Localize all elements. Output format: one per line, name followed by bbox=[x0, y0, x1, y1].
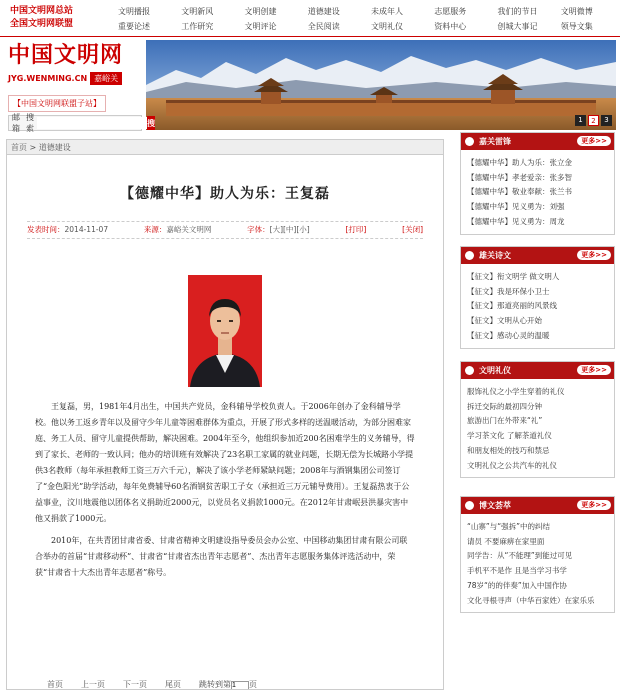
nav-link[interactable]: 未成年人 bbox=[371, 7, 403, 16]
list-item[interactable]: 【德耀中华】孝老爱亲：张多智 bbox=[467, 172, 572, 182]
page-input[interactable] bbox=[231, 681, 249, 690]
sidebar-box-blogs bbox=[460, 496, 615, 613]
list-item[interactable]: 78岁“的的伴奏”加入中国作协 bbox=[467, 580, 567, 590]
top-navigation bbox=[0, 0, 620, 36]
nav-link[interactable]: 工作研究 bbox=[181, 22, 214, 31]
brand-line1[interactable]: 中国文明网总站 bbox=[10, 6, 74, 16]
list-item[interactable]: 【德耀中华】助人为乐：张立金 bbox=[467, 158, 572, 167]
bullet-icon bbox=[465, 366, 474, 375]
next-page-link[interactable]: 下一页 bbox=[123, 679, 147, 689]
article-body bbox=[35, 399, 415, 581]
article-list bbox=[461, 379, 614, 477]
list-item[interactable]: 文化寻根寻声（中华百家姓）在家乐乐 bbox=[467, 595, 595, 605]
print-button[interactable]: [打印] bbox=[345, 225, 367, 234]
logo-subtitle bbox=[8, 72, 143, 85]
date-value: 2014-11-07 bbox=[64, 225, 109, 234]
box-title: 雄关诗文 bbox=[479, 251, 511, 260]
brand-line2[interactable]: 全国文明网联盟 bbox=[10, 19, 74, 29]
sidebar-box-essays bbox=[460, 246, 615, 349]
nav-link[interactable]: 文明微博 bbox=[560, 7, 593, 16]
box-title: 嘉关雷锋 bbox=[479, 137, 511, 146]
jiayuguan-fortress-image bbox=[146, 40, 616, 130]
publish-date bbox=[27, 222, 108, 238]
logo-city: 嘉峪关 bbox=[90, 72, 122, 85]
person-portrait-icon bbox=[188, 275, 262, 387]
list-item[interactable]: 旅游出门在外带来“礼” bbox=[467, 416, 543, 426]
list-item[interactable]: 【征文】衔文明学 做文明人 bbox=[467, 272, 560, 281]
logo-title[interactable]: 中国文明网 bbox=[8, 42, 124, 68]
portrait-photo bbox=[188, 275, 262, 387]
article-paragraph: 2010年，在共青团甘肃省委、甘肃省精神文明建设指导委员会办公室、中国移动集团甘肃有限公司联合举办的首届“甘肃移动杯”、甘肃省“甘肃省杰出青年志愿者”、杰出青年志愿服务集体评选活动中，荣获“甘肃省十大杰出青年志愿者”称号。 bbox=[35, 536, 408, 577]
font-label: 字体： bbox=[247, 225, 270, 234]
nav-link[interactable]: 文明评论 bbox=[244, 22, 277, 31]
list-item[interactable]: 请员 不要麻痹在家里面 bbox=[467, 536, 545, 546]
article-title: 【德耀中华】助人为乐：王复磊 bbox=[120, 186, 330, 202]
box-header bbox=[461, 247, 614, 264]
list-item[interactable]: 【德耀中华】见义勇为：周龙 bbox=[467, 216, 565, 226]
nav-grid bbox=[108, 6, 614, 33]
page-jump bbox=[199, 679, 257, 689]
font-options[interactable]: [大][中][小] bbox=[269, 225, 310, 234]
nav-link[interactable]: 我们的节日 bbox=[497, 7, 538, 16]
box-header bbox=[461, 362, 614, 379]
nav-link[interactable]: 文明新风 bbox=[181, 7, 214, 16]
article-list bbox=[461, 264, 614, 348]
top-divider bbox=[0, 36, 620, 37]
search-input[interactable] bbox=[37, 117, 147, 129]
first-page-link[interactable]: 首页 bbox=[47, 679, 63, 689]
banner-slideshow[interactable] bbox=[146, 40, 616, 130]
box-header bbox=[461, 133, 614, 150]
article-list bbox=[461, 150, 614, 234]
list-item[interactable]: 学习茶文化 了解茶道礼仪 bbox=[467, 431, 552, 441]
nav-link[interactable]: 资料中心 bbox=[434, 22, 467, 31]
prev-page-link[interactable]: 上一页 bbox=[81, 679, 105, 689]
last-page-link[interactable]: 尾页 bbox=[165, 679, 181, 689]
pagination bbox=[47, 679, 257, 689]
more-link[interactable]: 更多>> bbox=[577, 136, 611, 146]
nav-link[interactable]: 文明创建 bbox=[244, 7, 277, 16]
list-item[interactable]: 【德耀中华】敬业奉献：张兰书 bbox=[467, 187, 572, 197]
search-button[interactable]: 搜 bbox=[147, 116, 155, 130]
list-item[interactable]: 【征文】感动心灵的温暖 bbox=[467, 330, 550, 340]
bullet-icon bbox=[465, 501, 474, 510]
more-link[interactable]: 更多>> bbox=[577, 365, 611, 375]
nav-link[interactable]: 全民阅读 bbox=[307, 22, 340, 31]
list-item[interactable]: 手机平不是作 且是当学习书学 bbox=[467, 566, 567, 576]
box-title: 博文荟萃 bbox=[479, 501, 511, 510]
source-value: 嘉峪关文明网 bbox=[166, 225, 212, 234]
bullet-icon bbox=[465, 251, 474, 260]
article-list bbox=[461, 514, 614, 612]
list-item[interactable]: 【征文】文明从心开始 bbox=[467, 316, 542, 326]
article-source bbox=[144, 222, 212, 238]
logo-domain: JYG.WENMING.CN bbox=[8, 74, 88, 83]
article-paragraph: 王复磊，男，1981年4月出生，中国共产党员，金科辅导学校负责人。于2006年创办了金科辅导学校。他以务工返乡青年以及留守少年儿童等困难群体为重点，开展了形式多样的送温暖活动，为部分困难家庭、务工人员、留守儿童提供帮助，解决困难。2004年至今，他组织参加近200名困难学生的义务辅导，得到了家长、老师的一致认同；他办的培训班有效解决了23名职工家属的就业问题，长期无偿为长城路小学提供3名教师（每年承担教师工资三万六千元），解决了该小学老师紧缺问题；2008年与酒钢集团公司签订了“金色阳光”助学活动，每年免费辅导60名酒钢贫苦职工子女（承担近三万元辅导费用）。王复磊热衷于公益事业，汶川地震他以团体名义捐助近2000元，以党员名义捐款1000元。在2012年甘肃岷县洪暴灾害中他又捐款了1000元。 bbox=[35, 402, 415, 523]
search-label: 搜索 bbox=[26, 113, 34, 133]
list-item[interactable]: 同学告：从“不能理”到能过可见 bbox=[467, 551, 573, 561]
nav-link[interactable]: 领导文集 bbox=[560, 22, 593, 31]
nav-link[interactable]: 文明播报 bbox=[118, 7, 150, 16]
sidebar-box-etiquette bbox=[460, 361, 615, 478]
date-label: 发表时间： bbox=[27, 225, 65, 234]
breadcrumb[interactable]: 首页 > 道德建设 bbox=[7, 140, 443, 155]
box-header bbox=[461, 497, 614, 514]
more-link[interactable]: 更多>> bbox=[577, 500, 611, 510]
page-suffix: 页 bbox=[249, 679, 257, 689]
list-item[interactable]: 【征文】那道亮丽的风景线 bbox=[467, 301, 557, 311]
site-brand[interactable] bbox=[10, 5, 90, 31]
font-size-control bbox=[247, 222, 310, 238]
slide-dot[interactable]: 1 bbox=[575, 115, 586, 126]
union-link[interactable]: 【中国文明网联盟子站】 bbox=[8, 95, 106, 112]
article-panel bbox=[6, 139, 444, 690]
nav-link[interactable]: 志愿服务 bbox=[434, 7, 467, 16]
list-item[interactable]: 【征文】我是环保小卫士 bbox=[467, 286, 550, 296]
slide-indicators bbox=[575, 115, 612, 126]
list-item[interactable]: “山寨”与“强拆”中的纠结 bbox=[467, 522, 551, 531]
bullet-icon bbox=[465, 137, 474, 146]
nav-link[interactable]: 文明礼仪 bbox=[371, 22, 403, 31]
nav-link[interactable]: 创城大事记 bbox=[497, 22, 538, 31]
mail-link[interactable]: 邮箱 bbox=[12, 113, 20, 133]
jump-label: 跳转到第 bbox=[199, 679, 231, 689]
source-label: 来源： bbox=[143, 225, 167, 234]
slide-dot[interactable]: 3 bbox=[601, 115, 612, 126]
list-item[interactable]: 【德耀中华】见义勇为：刘强 bbox=[467, 202, 565, 212]
nav-link[interactable]: 重要论述 bbox=[118, 22, 150, 31]
sidebar-box-leifeng bbox=[460, 132, 615, 235]
list-item[interactable]: 拆迁交际的最初四分钟 bbox=[467, 401, 542, 411]
list-item[interactable]: 服饰礼仪之小学生穿着的礼仪 bbox=[467, 387, 565, 396]
search-bar bbox=[8, 113, 155, 133]
list-item[interactable]: 和朋友相处的技巧和禁忌 bbox=[467, 445, 550, 455]
box-title: 文明礼仪 bbox=[479, 366, 511, 375]
nav-link[interactable]: 道德建设 bbox=[307, 7, 340, 16]
slide-dot-active[interactable]: 2 bbox=[588, 115, 599, 126]
close-button[interactable]: [关闭] bbox=[402, 225, 423, 234]
article-meta bbox=[27, 221, 423, 239]
list-item[interactable]: 文明礼仪之公共汽车的礼仪 bbox=[467, 460, 557, 470]
more-link[interactable]: 更多>> bbox=[577, 250, 611, 260]
